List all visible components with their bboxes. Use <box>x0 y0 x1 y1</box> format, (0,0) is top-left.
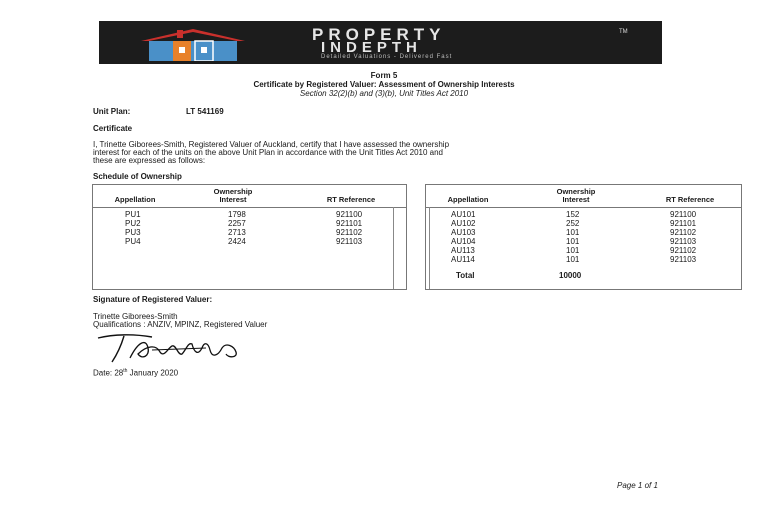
brand-name-line1: PROPERTY <box>312 25 446 44</box>
handwritten-signature <box>94 328 244 366</box>
col-interest-header-1: Ownership <box>213 187 253 196</box>
col-interest-header-2: Interest <box>219 195 247 204</box>
table-cell-rt: 921100 <box>336 210 363 219</box>
brand-tagline: Detailed Valuations - Delivered Fast <box>321 54 453 60</box>
col-rt-header: RT Reference <box>326 195 376 204</box>
col-appellation-header: Appellation <box>114 195 156 204</box>
table-cell-rt: 921101 <box>336 219 363 228</box>
table-cell-rt: 921103 <box>670 237 697 246</box>
table-cell-rt: 921102 <box>670 246 697 255</box>
total-label: Total <box>456 271 475 280</box>
document-title: Certificate by Registered Valuer: Assessment of Ownership Interests <box>253 80 515 89</box>
certificate-text-line1: I, Trinette Giborees-Smith, Registered Valuer of Auckland, certify that I have assessed the ownership <box>93 140 450 149</box>
table-cell-interest: 101 <box>566 228 580 237</box>
document-subtitle: Section 32(2)(b) and (3)(b), Unit Titles Act 2010 <box>299 89 469 98</box>
col-interest-header-1: Ownership <box>556 187 596 196</box>
table-cell-interest: 152 <box>566 210 580 219</box>
certificate-text-line2: interest for each of the units on the above Unit Plan in accordance with the Unit Titles Act 2010 and <box>93 148 443 157</box>
table-cell-interest: 2713 <box>228 228 246 237</box>
trademark: TM <box>619 29 628 35</box>
certificate-heading: Certificate <box>93 124 133 133</box>
table-cell-interest: 2257 <box>228 219 246 228</box>
date-prefix: Date: 28 <box>93 368 124 378</box>
table-header-divider <box>426 207 741 208</box>
col-appellation-header: Appellation <box>447 195 489 204</box>
table-cell-interest: 2424 <box>228 237 246 246</box>
table-cell-rt: 921103 <box>670 255 697 264</box>
table-cell-appellation: AU104 <box>451 237 476 246</box>
brand-name-line2: INDEPTH <box>321 39 422 56</box>
table-cell-rt: 921101 <box>670 219 697 228</box>
ownership-table-left <box>92 184 407 290</box>
date-ordinal: th <box>123 368 128 374</box>
table-cell-rt: 921103 <box>336 237 363 246</box>
signature-date <box>93 369 178 378</box>
table-cell-appellation: PU4 <box>125 237 141 246</box>
table-header-divider <box>93 207 406 208</box>
page-number: Page 1 of 1 <box>617 481 658 490</box>
table-cell-appellation: PU3 <box>125 228 141 237</box>
table-cell-interest: 101 <box>566 246 580 255</box>
table-cell-interest: 252 <box>566 219 580 228</box>
certificate-text-line3: these are expressed as follows: <box>93 156 206 165</box>
col-rt-header: RT Reference <box>665 195 715 204</box>
table-cell-appellation: PU2 <box>125 219 141 228</box>
table-cell-appellation: AU101 <box>451 210 476 219</box>
table-cell-appellation: AU102 <box>451 219 476 228</box>
table-cell-appellation: AU113 <box>451 246 475 255</box>
table-cell-rt: 921102 <box>670 228 697 237</box>
table-cell-interest: 1798 <box>228 210 246 219</box>
brand-banner <box>99 21 662 64</box>
table-cell-rt: 921100 <box>670 210 697 219</box>
signature-heading: Signature of Registered Valuer: <box>93 295 213 304</box>
table-cell-appellation: AU103 <box>451 228 476 237</box>
unit-plan-value: LT 541169 <box>186 107 224 116</box>
date-suffix: January 2020 <box>127 368 179 378</box>
table-column-divider <box>429 207 430 289</box>
table-cell-interest: 101 <box>566 255 580 264</box>
ownership-table-right <box>425 184 742 290</box>
table-cell-rt: 921102 <box>336 228 363 237</box>
unit-plan-label: Unit Plan: <box>93 107 131 116</box>
table-cell-interest: 101 <box>566 237 580 246</box>
valuer-qualifications: Qualifications : ANZIV, MPINZ, Registered Valuer <box>93 320 268 329</box>
col-interest-header-2: Interest <box>562 195 590 204</box>
schedule-heading: Schedule of Ownership <box>93 172 182 181</box>
table-cell-appellation: AU114 <box>451 255 475 264</box>
form-number: Form 5 <box>370 71 398 80</box>
valuer-name: Trinette Giborees-Smith <box>93 312 178 321</box>
table-cell-appellation: PU1 <box>125 210 141 219</box>
total-value: 10000 <box>559 271 582 280</box>
house-logo-icon <box>133 27 253 61</box>
table-column-divider <box>393 207 394 289</box>
